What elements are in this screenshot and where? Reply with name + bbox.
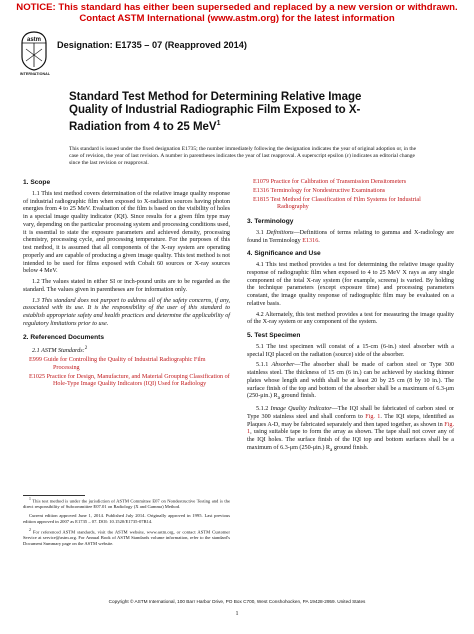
notice-line-1: NOTICE: This standard has either been superseded and replaced by a new version or withdrawn. xyxy=(16,2,458,13)
absorber-end: ground finish. xyxy=(279,393,316,400)
section-terminology-heading: 3. Terminology xyxy=(247,218,294,225)
reference-description[interactable]: Terminology for Nondestructive Examinations xyxy=(270,187,386,194)
reference-code[interactable]: E1079 xyxy=(253,179,270,185)
astm-standards-footnote-marker[interactable]: 2 xyxy=(84,345,88,352)
section-significance-heading: 4. Significance and Use xyxy=(247,250,321,258)
iqi-text-3: , using suitable tape to form the array as shown. The tape shall not cover any of the IQI holes. The surface finish of the IQI top and bottom surfaces shall be a maximum of 6.3-μm (250-μin.) R xyxy=(247,429,454,451)
terminology-number: 3.1 xyxy=(256,229,267,236)
footnote-1-edition: Current edition approved June 1, 2014. Published July 2014. Originally approved in 1995. Last previous edition approved in 2007 as E1735 – 07. DOI: 10.1520/E1735-07R14. xyxy=(23,513,230,524)
iqi-link-fig1-second[interactable]: Fig. 1 xyxy=(247,421,454,436)
iqi-term: Image Quality Indicator xyxy=(270,406,332,413)
footnote-1-text: This test method is under the jurisdiction of ASTM Committee E07 on Nondestructive Testing and is the direct responsibility of Subcommittee E07.01 on Radiology (X and Gamma) Method. xyxy=(23,498,230,510)
reference-description[interactable]: Practice for Calibration of Transmission Densitometers xyxy=(270,179,407,185)
iqi-number: 5.1.2 xyxy=(256,406,271,413)
title-text: Standard Test Method for Determining Relative Image Quality of Industrial Radiographic Film Exposed to X-Radiation from 4 to 25 MeV xyxy=(69,91,362,133)
logo-wordmark: INTERNATIONAL xyxy=(19,72,51,76)
terminology-end: . xyxy=(318,237,320,244)
section-scope-heading: 1. Scope xyxy=(23,179,51,186)
reference-item-e1815[interactable] xyxy=(247,197,454,213)
footnotes xyxy=(23,497,230,550)
iqi-link-fig1[interactable]: Fig. 1 xyxy=(365,413,381,420)
reference-item-e1316[interactable] xyxy=(247,188,454,196)
page-number: 1 xyxy=(235,611,239,617)
svg-text:astm: astm xyxy=(26,37,42,43)
right-column xyxy=(247,179,454,458)
absorber-text: —The absorber shall be made of carbon steel or Type 300 stainless steel. The thickness of 15 cm (6 in.) can be achieved by stacking thinner plates whose length and width shall be at least 20 by 25 cm (8 by 10 in.). The surface finish of the top and bottom of the absorber shall be a maximum of 6.3-μm (250-μin.) R xyxy=(247,362,454,400)
astm-standards-label xyxy=(23,345,230,356)
reference-description[interactable]: Test Method for Classification of Film Systems for Industrial Radiography xyxy=(270,196,421,211)
absorber-subscript: a xyxy=(277,395,280,402)
footnote-divider xyxy=(23,495,85,496)
reference-description[interactable]: Guide for Controlling the Quality of Industrial Radiographic Film Processing xyxy=(43,357,206,371)
iqi-text: —The IQI shall be fabricated of carbon steel or Type 300 stainless steel and shall conform to xyxy=(247,406,454,420)
significance-paragraph-2: 4.2 Alternately, this test method provides a test for measuring the image quality of the X-ray system or any component of the system. xyxy=(247,311,454,326)
reference-description[interactable]: Practice for Design, Manufacture, and Material Grouping Classification of Hole-Type Image Quality Indicators (IQI) Used for Radiology xyxy=(46,373,230,388)
scope-paragraph-3: 1.3 This standard does not purport to address all of the safety concerns, if any, associated with its use. It is the responsibility of the user of this standard to establish appropriate safety and health practices and determine the applicability of regulatory limitations prior to use. xyxy=(23,297,230,327)
reference-code[interactable]: E1316 xyxy=(253,187,270,194)
iqi-subscript: a xyxy=(330,447,333,454)
terminology-text: —Definitions of terms relating to gamma and X-radiology are found in Terminology xyxy=(247,229,454,244)
scope-paragraph-1: 1.1 This test method covers determination of the relative image quality response of industrial radiographic film when exposed to X-radiation sources having photon energies from 4 to 25 MeV. Evaluation of the film is based on the visibility of holes in a special image quality indicator (IQI). Since results for a given film type may vary, depending on the particular processing system and processing conditions used, it is essential to state the exposure parameters and achieved density, processing chemistry, processing cycle, and processing temperature. For the purposes of this test method, it is assumed that all components of the X-ray system are operating properly and are capable of producing a given image quality. This test method is not intended to be used for films exposed with Cobalt 60 sources or X-ray sources below 4 MeV. xyxy=(23,190,230,275)
iqi-text-2: . The IQI steps, identified as Plaques A-D, may be fabricated separately and then taped together, as shown in xyxy=(247,413,454,428)
terminology-paragraph xyxy=(247,230,454,246)
astm-standards-text: 2.1 ASTM Standards: xyxy=(32,348,85,355)
section-specimen-heading: 5. Test Specimen xyxy=(247,332,301,339)
reference-code[interactable]: E1025 xyxy=(29,373,46,380)
copyright-line: Copyright © ASTM International, 100 Barr Harbor Drive, PO Box C700, West Conshohocken, PA 19428-2959. United States xyxy=(108,599,366,604)
notice-line-2: Contact ASTM International (www.astm.org) for the latest information xyxy=(79,12,395,24)
title-footnote-marker[interactable]: 1 xyxy=(216,120,221,127)
reference-code[interactable]: E1815 xyxy=(253,196,270,203)
absorber-term: Absorber xyxy=(271,362,295,369)
left-column xyxy=(23,179,230,390)
reference-code[interactable]: E999 xyxy=(29,357,42,364)
significance-paragraph-1: 4.1 This test method provides a test for determining the relative image quality response of radiographic film when exposed to 4 to 25 MeV X rays as any single component of the total X-ray system (for example, screens) is varied. By holding the technique parameters (except exposure time) and processing parameters constant, the image quality response of radiographic film may be evaluated on a relative basis. xyxy=(247,262,454,307)
specimen-paragraph-1: 5.1 The test specimen will consist of a 15-cm (6-in.) steel absorber with a special IQI placed on the radiation (source) side of the absorber. xyxy=(247,343,454,358)
reference-item-e1025[interactable] xyxy=(23,374,230,390)
terminology-link-e1316[interactable]: E1316 xyxy=(302,237,319,244)
footnote-2-text: For referenced ASTM standards, visit the ASTM website, www.astm.org, or contact ASTM Customer Service at service@astm.org. For Annual Book of ASTM Standards volume information, refer to the standard's Document Summary page on the ASTM website. xyxy=(23,529,231,546)
reference-item-e999[interactable] xyxy=(23,357,230,373)
reference-item-e1079[interactable] xyxy=(247,179,454,187)
designation: Designation: E1735 – 07 (Reapproved 2014) xyxy=(57,40,247,50)
astm-logo-icon xyxy=(20,31,48,71)
document-title xyxy=(69,91,399,134)
scope-paragraph-2: 1.2 The values stated in either SI or inch-pound units are to be regarded as the standard. The values given in parentheses are for information only. xyxy=(23,279,230,293)
iqi-end: ground finish. xyxy=(332,444,369,451)
footnote-2: $^2$ For referenced ASTM standards, visit the ASTM website, www.astm.org, or contact ASTM Customer Service at service@astm.org. For Annual Book of ASTM Standards volume information, refer to the standard's Document Summary page on the ASTM website. xyxy=(23,527,231,546)
footnote-1: $^1$ This test method is under the jurisdiction of ASTM Committee E07 on Nondestructive Testing and is the direct responsibility of Subcommittee E07.01 on Radiology (X and Gamma) Method. xyxy=(23,497,230,510)
section-references-heading: 2. Referenced Documents xyxy=(23,333,104,341)
absorber-number: 5.1.1 xyxy=(256,362,272,369)
specimen-paragraph-iqi xyxy=(247,406,454,455)
terminology-term: Definitions xyxy=(266,229,294,236)
issuance-note: This standard is issued under the fixed designation E1735; the number immediately following the designation indicates the year of original adoption or, in the case of revision, the year of last revision. A number in parentheses indicates the year of last reapproval. A superscript epsilon (ε) indicates an editorial change since the last revision or reapproval. xyxy=(69,146,417,167)
supersede-notice xyxy=(0,3,474,24)
specimen-paragraph-absorber xyxy=(247,362,454,403)
